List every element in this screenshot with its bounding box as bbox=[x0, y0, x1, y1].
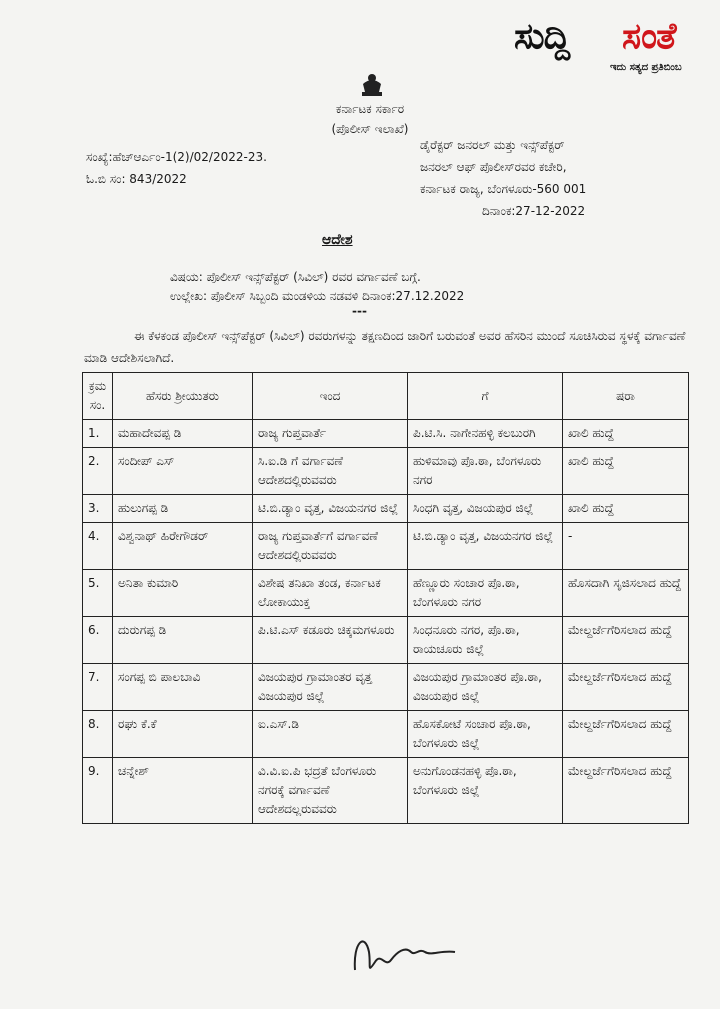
cell-serial: 9. bbox=[83, 758, 113, 824]
cell-remarks: ಮೇಲ್ದರ್ಜೆಗೆರಿಸಲಾದ ಹುದ್ದೆ bbox=[563, 617, 689, 664]
cell-remarks: ಮೇಲ್ದರ್ಜೆಗೆರಿಸಲಾದ ಹುದ್ದೆ bbox=[563, 711, 689, 758]
reference-block bbox=[86, 146, 267, 190]
government-header bbox=[290, 99, 450, 139]
transfer-table bbox=[82, 372, 689, 824]
cell-to: ಹೊಸಕೋಟೆ ಸಂಚಾರ ಪೊ.ಠಾ, ಬೆಂಗಳೂರು ಜಿಲ್ಲೆ bbox=[408, 711, 563, 758]
table-row bbox=[83, 523, 689, 570]
cell-remarks: ಮೇಲ್ದರ್ಜೆಗೆರಿಸಲಾದ ಹುದ್ದೆ bbox=[563, 758, 689, 824]
department-name: (ಪೊಲೀಸ್ ಇಲಾಖೆ) bbox=[331, 122, 409, 136]
table-row bbox=[83, 420, 689, 448]
cell-name: ಸಂಗಪ್ಪ ಬಿ ಪಾಲಬಾವಿ bbox=[113, 664, 253, 711]
table-row bbox=[83, 664, 689, 711]
table-row bbox=[83, 448, 689, 495]
col-remarks: ಷರಾ bbox=[563, 373, 689, 420]
logo-word-1: ಸುದ್ದಿ bbox=[514, 16, 570, 57]
state-emblem-icon bbox=[358, 72, 386, 98]
order-title: ಆದೇಶ bbox=[322, 232, 353, 248]
cell-serial: 8. bbox=[83, 711, 113, 758]
cell-remarks: ಮೇಲ್ದರ್ಜೆಗೆರಿಸಲಾದ ಹುದ್ದೆ bbox=[563, 664, 689, 711]
cell-serial: 6. bbox=[83, 617, 113, 664]
cell-serial: 5. bbox=[83, 570, 113, 617]
office-line-1: ಡೈರೆಕ್ಟರ್ ಜನರಲ್ ಮತ್ತು ಇನ್ಸ್‌ಪೆಕ್ಟರ್ bbox=[420, 138, 565, 152]
cell-from: ವಿಶೇಷ ತನಿಖಾ ತಂಡ, ಕರ್ನಾಟಕ ಲೋಕಾಯುಕ್ತ bbox=[253, 570, 408, 617]
cell-serial: 4. bbox=[83, 523, 113, 570]
table-row bbox=[83, 495, 689, 523]
cell-name: ರಘು ಕೆ.ಕೆ bbox=[113, 711, 253, 758]
cell-name: ವಿಶ್ವನಾಥ್ ಹಿರೇಗೌಡರ್ bbox=[113, 523, 253, 570]
cell-to: ಸಿಂಧಗಿ ವೃತ್ತ, ವಿಜಯಪುರ ಜಿಲ್ಲೆ bbox=[408, 495, 563, 523]
subject-line: ವಿಷಯ: ಪೊಲೀಸ್ ಇನ್ಸ್‌ಪೆಕ್ಟರ್ (ಸಿವಿಲ್) ರವರ ವರ್ಗಾವಣೆ ಬಗ್ಗೆ. bbox=[170, 270, 421, 284]
cell-from: ರಾಜ್ಯ ಗುಪ್ತವಾರ್ತೆ bbox=[253, 420, 408, 448]
order-date: ದಿನಾಂಕ:27-12-2022 bbox=[482, 204, 586, 218]
cell-name: ಮಹಾದೇವಪ್ಪ ಡಿ bbox=[113, 420, 253, 448]
office-address bbox=[420, 134, 586, 222]
cell-from: ವಿ.ವಿ.ಐ.ಪಿ ಭದ್ರತೆ ಬೆಂಗಳೂರು ನಗರಕ್ಕೆ ವರ್ಗಾವಣೆ ಆದೇಶದಲ್ಲರುವವರು bbox=[253, 758, 408, 824]
col-serial: ಕ್ರಮ ಸಂ. bbox=[83, 373, 113, 420]
order-intro: ಈ ಕೆಳಕಂಡ ಪೊಲೀಸ್ ಇನ್ಸ್‌ಪೆಕ್ಟರ್ (ಸಿವಿಲ್) ರವರುಗಳನ್ನು ತಕ್ಷಣದಿಂದ ಜಾರಿಗೆ ಬರುವಂತೆ ಅವರ ಹೆಸರಿನ ಮುಂದೆ ಸೂಚಿಸಿರುವ ಸ್ಥಳಕ್ಕೆ ವರ್ಗಾವಣೆ ಮಾಡಿ ಆದೇಶಿಸಲಾಗಿದೆ. bbox=[84, 329, 686, 365]
cell-from: ವಿಜಯಪುರ ಗ್ರಾಮಾಂತರ ವೃತ್ತ ವಿಜಯಪುರ ಜಿಲ್ಲೆ bbox=[253, 664, 408, 711]
signature bbox=[345, 922, 465, 982]
table-row bbox=[83, 711, 689, 758]
cell-from: ಪಿ.ಟಿ.ಎಸ್ ಕಡೂರು ಚಿಕ್ಕಮಗಳೂರು bbox=[253, 617, 408, 664]
reference-line: ಉಲ್ಲೇಖ: ಪೊಲೀಸ್ ಸಿಬ್ಬಂದಿ ಮಂಡಳಿಯ ನಡವಳಿ ದಿನಾಂಕ:27.12.2022 bbox=[170, 289, 465, 303]
cell-name: ದುರುಗಪ್ಪ ಡಿ bbox=[113, 617, 253, 664]
reference-number: ಸಂಖ್ಯೆ:ಹೆಚ್ಆರ್ಎಂ-1(2)/02/2022-23. bbox=[86, 150, 267, 164]
cell-name: ಅನಿತಾ ಕುಮಾರಿ bbox=[113, 570, 253, 617]
cell-remarks: ಖಾಲಿ ಹುದ್ದೆ bbox=[563, 420, 689, 448]
subject-block bbox=[170, 268, 464, 306]
government-name: ಕರ್ನಾಟಕ ಸರ್ಕಾರ bbox=[335, 102, 405, 116]
cell-remarks: ಖಾಲಿ ಹುದ್ದೆ bbox=[563, 495, 689, 523]
col-from: ಇಂದ bbox=[253, 373, 408, 420]
cell-serial: 2. bbox=[83, 448, 113, 495]
cell-from: ರಾಜ್ಯ ಗುಪ್ತವಾರ್ತೆಗೆ ವರ್ಗಾವಣೆ ಆದೇಶದಲ್ಲಿರುವವರು bbox=[253, 523, 408, 570]
table-row bbox=[83, 570, 689, 617]
cell-to: ಸಿಂಧನೂರು ನಗರ, ಪೊ.ಠಾ, ರಾಯಚೂರು ಜಿಲ್ಲೆ bbox=[408, 617, 563, 664]
cell-serial: 3. bbox=[83, 495, 113, 523]
cell-name: ಸಂದೀಪ್ ಎಸ್ bbox=[113, 448, 253, 495]
cell-to: ಪಿ.ಟಿ.ಸಿ. ನಾಗೇನಹಳ್ಳಿ ಕಲಬುರಗಿ bbox=[408, 420, 563, 448]
logo-tagline: ಇದು ಸತ್ಯದ ಪ್ರತಿಬಿಂಬ bbox=[610, 62, 682, 73]
office-line-3: ಕರ್ನಾಟಕ ರಾಜ್ಯ, ಬೆಂಗಳೂರು-560 001 bbox=[420, 182, 587, 196]
cell-to: ಹುಳಿಮಾವು ಪೊ.ಠಾ, ಬೆಂಗಳೂರು ನಗರ bbox=[408, 448, 563, 495]
cell-remarks: ಹೊಸದಾಗಿ ಸೃಜಿಸಲಾದ ಹುದ್ದೆ bbox=[563, 570, 689, 617]
office-line-2: ಜನರಲ್ ಆಫ್ ಪೊಲೀಸ್‌ರವರ ಕಚೇರಿ, bbox=[420, 160, 567, 174]
cell-name: ಹುಲುಗಪ್ಪ ಡಿ bbox=[113, 495, 253, 523]
col-to: ಗೆ bbox=[408, 373, 563, 420]
cell-remarks: - bbox=[563, 523, 689, 570]
separator: --- bbox=[352, 304, 367, 318]
cell-to: ಟಿ.ಬಿ.ಡ್ಯಾಂ ವೃತ್ತ, ವಿಜಯನಗರ ಜಿಲ್ಲೆ bbox=[408, 523, 563, 570]
col-name: ಹೆಸರು ಶ್ರೀಯುತರು bbox=[113, 373, 253, 420]
cell-from: ಸಿ.ಐ.ಡಿ ಗೆ ವರ್ಗಾವಣೆ ಆದೇಶದಲ್ಲಿರುವವರು bbox=[253, 448, 408, 495]
cell-from: ಐ.ಎಸ್.ಡಿ bbox=[253, 711, 408, 758]
site-logo bbox=[512, 14, 712, 84]
cell-to: ವಿಜಯಪುರ ಗ್ರಾಮಾಂತರ ಪೊ.ಠಾ, ವಿಜಯಪುರ ಜಿಲ್ಲೆ bbox=[408, 664, 563, 711]
ob-number: ಓ.ಬಿ ಸಂ: 843/2022 bbox=[86, 172, 187, 186]
table-row bbox=[83, 758, 689, 824]
cell-to: ಹೆಣ್ಣೂರು ಸಂಚಾರ ಪೊ.ಠಾ, ಬೆಂಗಳೂರು ನಗರ bbox=[408, 570, 563, 617]
cell-serial: 7. bbox=[83, 664, 113, 711]
cell-from: ಟಿ.ಬಿ.ಡ್ಯಾಂ ವೃತ್ತ, ವಿಜಯನಗರ ಜಿಲ್ಲೆ bbox=[253, 495, 408, 523]
cell-serial: 1. bbox=[83, 420, 113, 448]
logo-word-2: ಸಂತೆ bbox=[622, 16, 676, 57]
cell-to: ಅನುಗೊಂಡನಹಳ್ಳಿ ಪೊ.ಠಾ, ಬೆಂಗಳೂರು ಜಿಲ್ಲೆ bbox=[408, 758, 563, 824]
cell-name: ಚನ್ನೇಶ್ bbox=[113, 758, 253, 824]
cell-remarks: ಖಾಲಿ ಹುದ್ದೆ bbox=[563, 448, 689, 495]
table-header-row bbox=[83, 373, 689, 420]
table-row bbox=[83, 617, 689, 664]
